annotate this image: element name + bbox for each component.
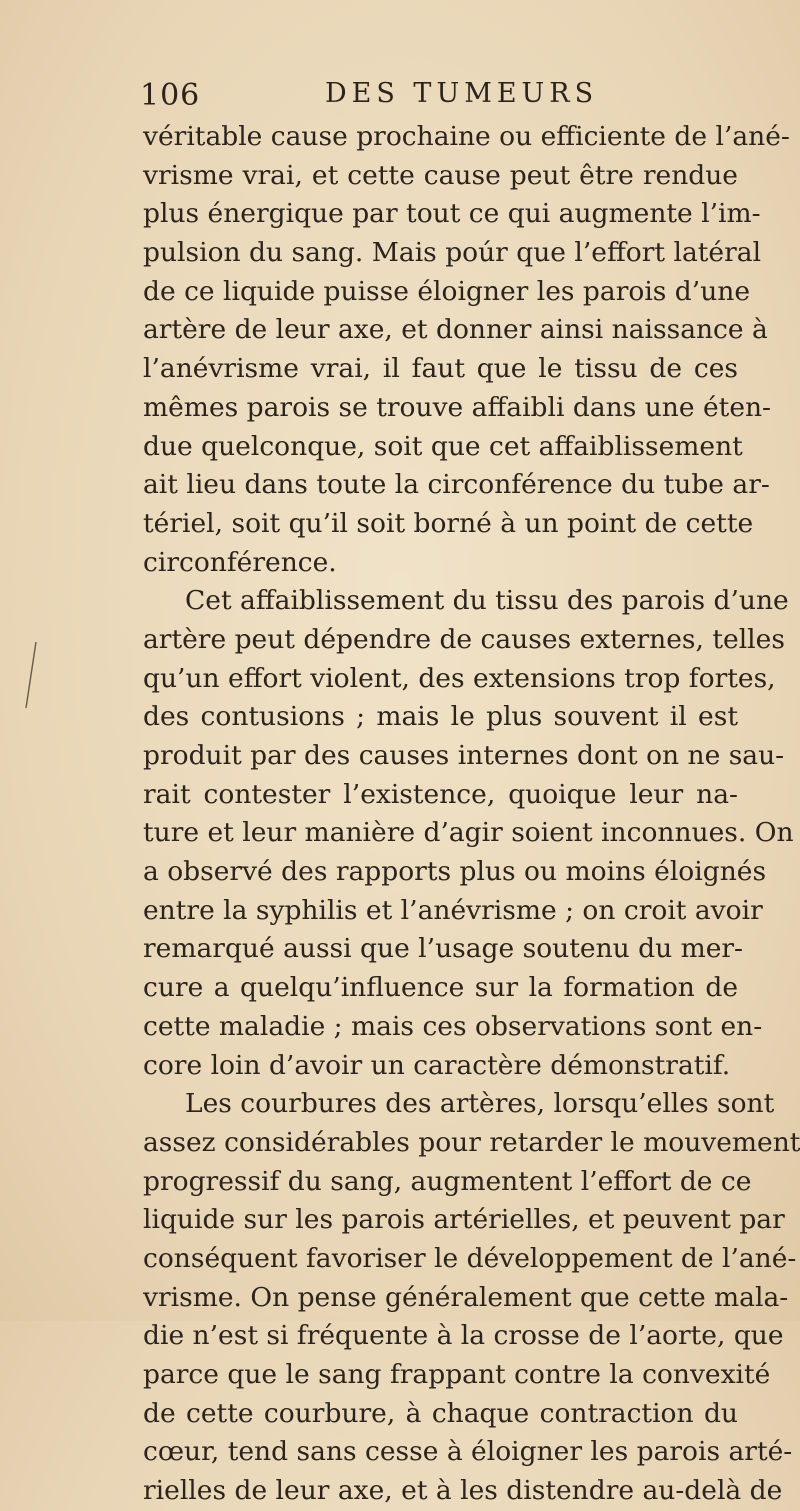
text-line: qu’un effort violent, des extensions trop fortes,	[143, 662, 776, 694]
text-line: conséquent favoriser le développement de l’ané-	[143, 1242, 797, 1274]
text-line: cure a quelqu’influence sur la formation de	[143, 972, 738, 1004]
text-line: parce que le sang frappant contre la convexité	[143, 1359, 771, 1390]
text-line: due quelconque, soit que cet affaiblissement	[143, 430, 743, 462]
page-header	[140, 78, 760, 118]
text-line: circonférence.	[143, 546, 337, 578]
text-line: artère de leur axe, et donner ainsi naissance à	[143, 314, 768, 346]
text-line: mêmes parois se trouve affaibli dans une éten-	[143, 391, 772, 423]
text-line: remarqué aussi que l’usage soutenu du mer-	[143, 933, 744, 965]
running-head: DES TUMEURS	[325, 78, 599, 109]
text-line: vrisme vrai, et cette cause peut être rendue	[143, 159, 738, 191]
text-line: a observé des rapports plus ou moins éloignés	[143, 856, 767, 888]
text-line: progressif du sang, augmentent l’effort de ce	[143, 1165, 752, 1197]
margin-pencil-mark	[22, 640, 40, 710]
text-line: liquide sur les parois artérielles, et peuvent par	[143, 1204, 785, 1236]
text-line: cette maladie ; mais ces observations sont en-	[143, 1010, 763, 1042]
text-line: pulsion du sang. Mais poúr que l’effort latéral	[143, 237, 762, 269]
text-line: assez considérables pour retarder le mouvement	[143, 1126, 800, 1158]
text-line: véritable cause prochaine ou efficiente de l’ané-	[143, 121, 790, 152]
body-text	[143, 118, 800, 1511]
paragraph-start-line: Les courbures des artères, lorsqu’elles sont	[185, 1088, 775, 1120]
text-line: des contusions ; mais le plus souvent il est	[143, 701, 738, 733]
text-line: entre la syphilis et l’anévrisme ; on croit avoir	[143, 894, 763, 926]
text-line: rielles de leur axe, et à les distendre au-delà de	[143, 1475, 783, 1507]
text-line: tériel, soit qu’il soit borné à un point de cette	[143, 507, 754, 539]
text-line: de ce liquide puisse éloigner les parois d’une	[143, 275, 751, 307]
text-line: core loin d’avoir un caractère démonstratif.	[143, 1049, 731, 1081]
text-line: ait lieu dans toute la circonférence du tube ar-	[143, 469, 770, 501]
page-number: 106	[140, 78, 201, 113]
text-line: l’anévrisme vrai, il faut que le tissu de ces	[143, 353, 738, 385]
text-line: produit par des causes internes dont on ne sau-	[143, 740, 785, 771]
text-line: artère peut dépendre de causes externes, telles	[143, 623, 785, 655]
text-line: plus énergique par tout ce qui augmente l’im-	[143, 198, 761, 230]
text-line: ture et leur manière d’agir soient inconnues. On	[143, 817, 794, 849]
text-line: vrisme. On pense généralement que cette mala-	[143, 1281, 789, 1313]
text-line: die n’est si fréquente à la crosse de l’aorte, que	[143, 1320, 784, 1352]
text-line: cœur, tend sans cesse à éloigner les parois arté-	[143, 1436, 793, 1468]
paragraph-start-line: Cet affaiblissement du tissu des parois d’une	[185, 585, 789, 617]
text-line: rait contester l’existence, quoique leur na-	[143, 778, 738, 810]
text-line: de cette courbure, à chaque contraction du	[143, 1397, 738, 1429]
